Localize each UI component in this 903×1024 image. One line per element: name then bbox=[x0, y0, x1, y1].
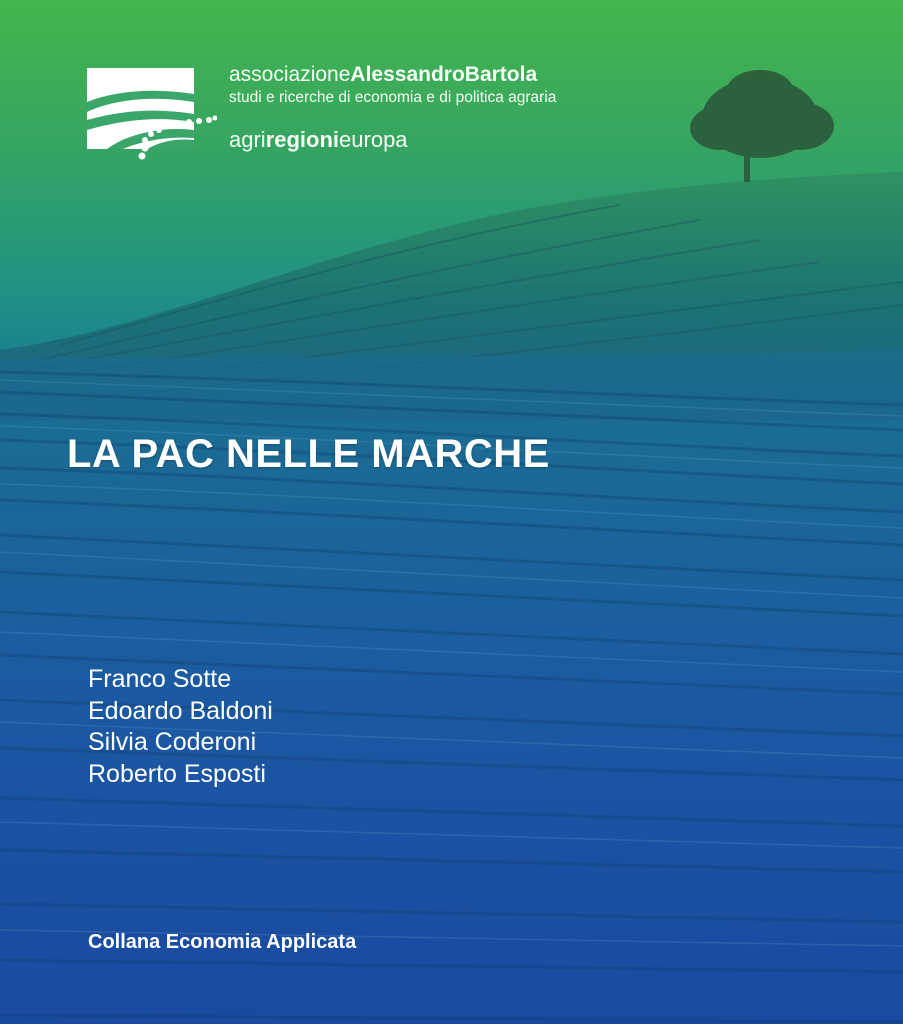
author-name: Roberto Esposti bbox=[88, 759, 266, 788]
fields-logo-icon bbox=[87, 68, 217, 164]
author-list bbox=[88, 664, 273, 790]
book-title: LA PAC NELLE MARCHE bbox=[67, 432, 550, 476]
association-name: associazioneAlessandroBartola bbox=[229, 63, 538, 86]
journal-name: agriregionieuropa bbox=[229, 127, 408, 152]
association-subtitle: studi e ricerche di economia e di politica agraria bbox=[229, 89, 557, 106]
author-name: Franco Sotte bbox=[88, 665, 232, 693]
author-name: Edoardo Baldoni bbox=[88, 696, 273, 725]
series-name: Collana Economia Applicata bbox=[88, 931, 357, 953]
author-name: Silvia Coderoni bbox=[88, 728, 257, 756]
tree-icon bbox=[690, 70, 834, 182]
